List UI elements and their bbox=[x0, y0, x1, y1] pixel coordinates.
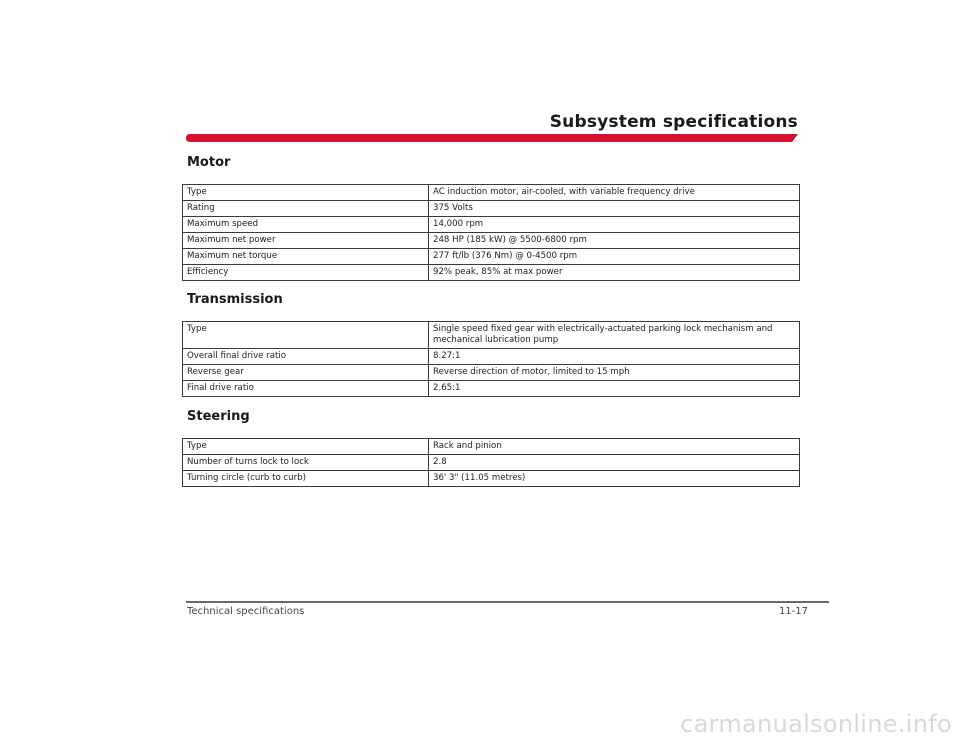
section-heading-motor: Motor bbox=[187, 155, 231, 170]
table-row bbox=[183, 439, 800, 455]
spec-label: Turning circle (curb to curb) bbox=[183, 471, 429, 487]
spec-value-line: mechanical lubrication pump bbox=[433, 335, 559, 345]
spec-value: 8.27:1 bbox=[429, 349, 800, 365]
spec-value: 248 HP (185 kW) @ 5500-6800 rpm bbox=[429, 233, 800, 249]
spec-value bbox=[429, 322, 800, 349]
table-row bbox=[183, 471, 800, 487]
spec-label: Number of turns lock to lock bbox=[183, 455, 429, 471]
watermark-text: carmanualsonline.info bbox=[680, 710, 952, 738]
spec-value: Reverse direction of motor, limited to 15 mph bbox=[429, 365, 800, 381]
table-row bbox=[183, 381, 800, 397]
motor-spec-table bbox=[182, 184, 800, 281]
spec-label: Type bbox=[183, 439, 429, 455]
section-heading-transmission: Transmission bbox=[187, 292, 283, 307]
spec-value: 2.8 bbox=[429, 455, 800, 471]
table-row bbox=[183, 201, 800, 217]
table-row bbox=[183, 217, 800, 233]
spec-label: Overall final drive ratio bbox=[183, 349, 429, 365]
spec-value-line: Single speed fixed gear with electrically-actuated parking lock mechanism and bbox=[433, 324, 773, 334]
spec-value: 375 Volts bbox=[429, 201, 800, 217]
table-row bbox=[183, 322, 800, 349]
spec-value: 92% peak, 85% at max power bbox=[429, 265, 800, 281]
spec-value: AC induction motor, air-cooled, with variable frequency drive bbox=[429, 185, 800, 201]
title-accent-bar bbox=[186, 134, 798, 142]
spec-value: 36' 3" (11.05 metres) bbox=[429, 471, 800, 487]
spec-value: Rack and pinion bbox=[429, 439, 800, 455]
table-row bbox=[183, 365, 800, 381]
spec-label: Final drive ratio bbox=[183, 381, 429, 397]
spec-label: Type bbox=[183, 185, 429, 201]
transmission-spec-table bbox=[182, 321, 800, 397]
spec-label: Maximum net power bbox=[183, 233, 429, 249]
table-row bbox=[183, 185, 800, 201]
spec-value: 277 ft/lb (376 Nm) @ 0-4500 rpm bbox=[429, 249, 800, 265]
spec-label: Maximum net torque bbox=[183, 249, 429, 265]
spec-value: 14,000 rpm bbox=[429, 217, 800, 233]
table-row bbox=[183, 233, 800, 249]
table-row bbox=[183, 265, 800, 281]
page-title: Subsystem specifications bbox=[549, 112, 798, 132]
spec-label: Efficiency bbox=[183, 265, 429, 281]
table-row bbox=[183, 349, 800, 365]
spec-label: Maximum speed bbox=[183, 217, 429, 233]
footer-divider bbox=[186, 601, 829, 603]
spec-value: 2.65:1 bbox=[429, 381, 800, 397]
table-row bbox=[183, 249, 800, 265]
footer-section-name: Technical specifications bbox=[187, 606, 305, 617]
page-number: 11-17 bbox=[778, 606, 808, 617]
spec-label: Rating bbox=[183, 201, 429, 217]
spec-label: Type bbox=[183, 322, 429, 349]
steering-spec-table bbox=[182, 438, 800, 487]
table-row bbox=[183, 455, 800, 471]
section-heading-steering: Steering bbox=[187, 409, 250, 424]
spec-label: Reverse gear bbox=[183, 365, 429, 381]
